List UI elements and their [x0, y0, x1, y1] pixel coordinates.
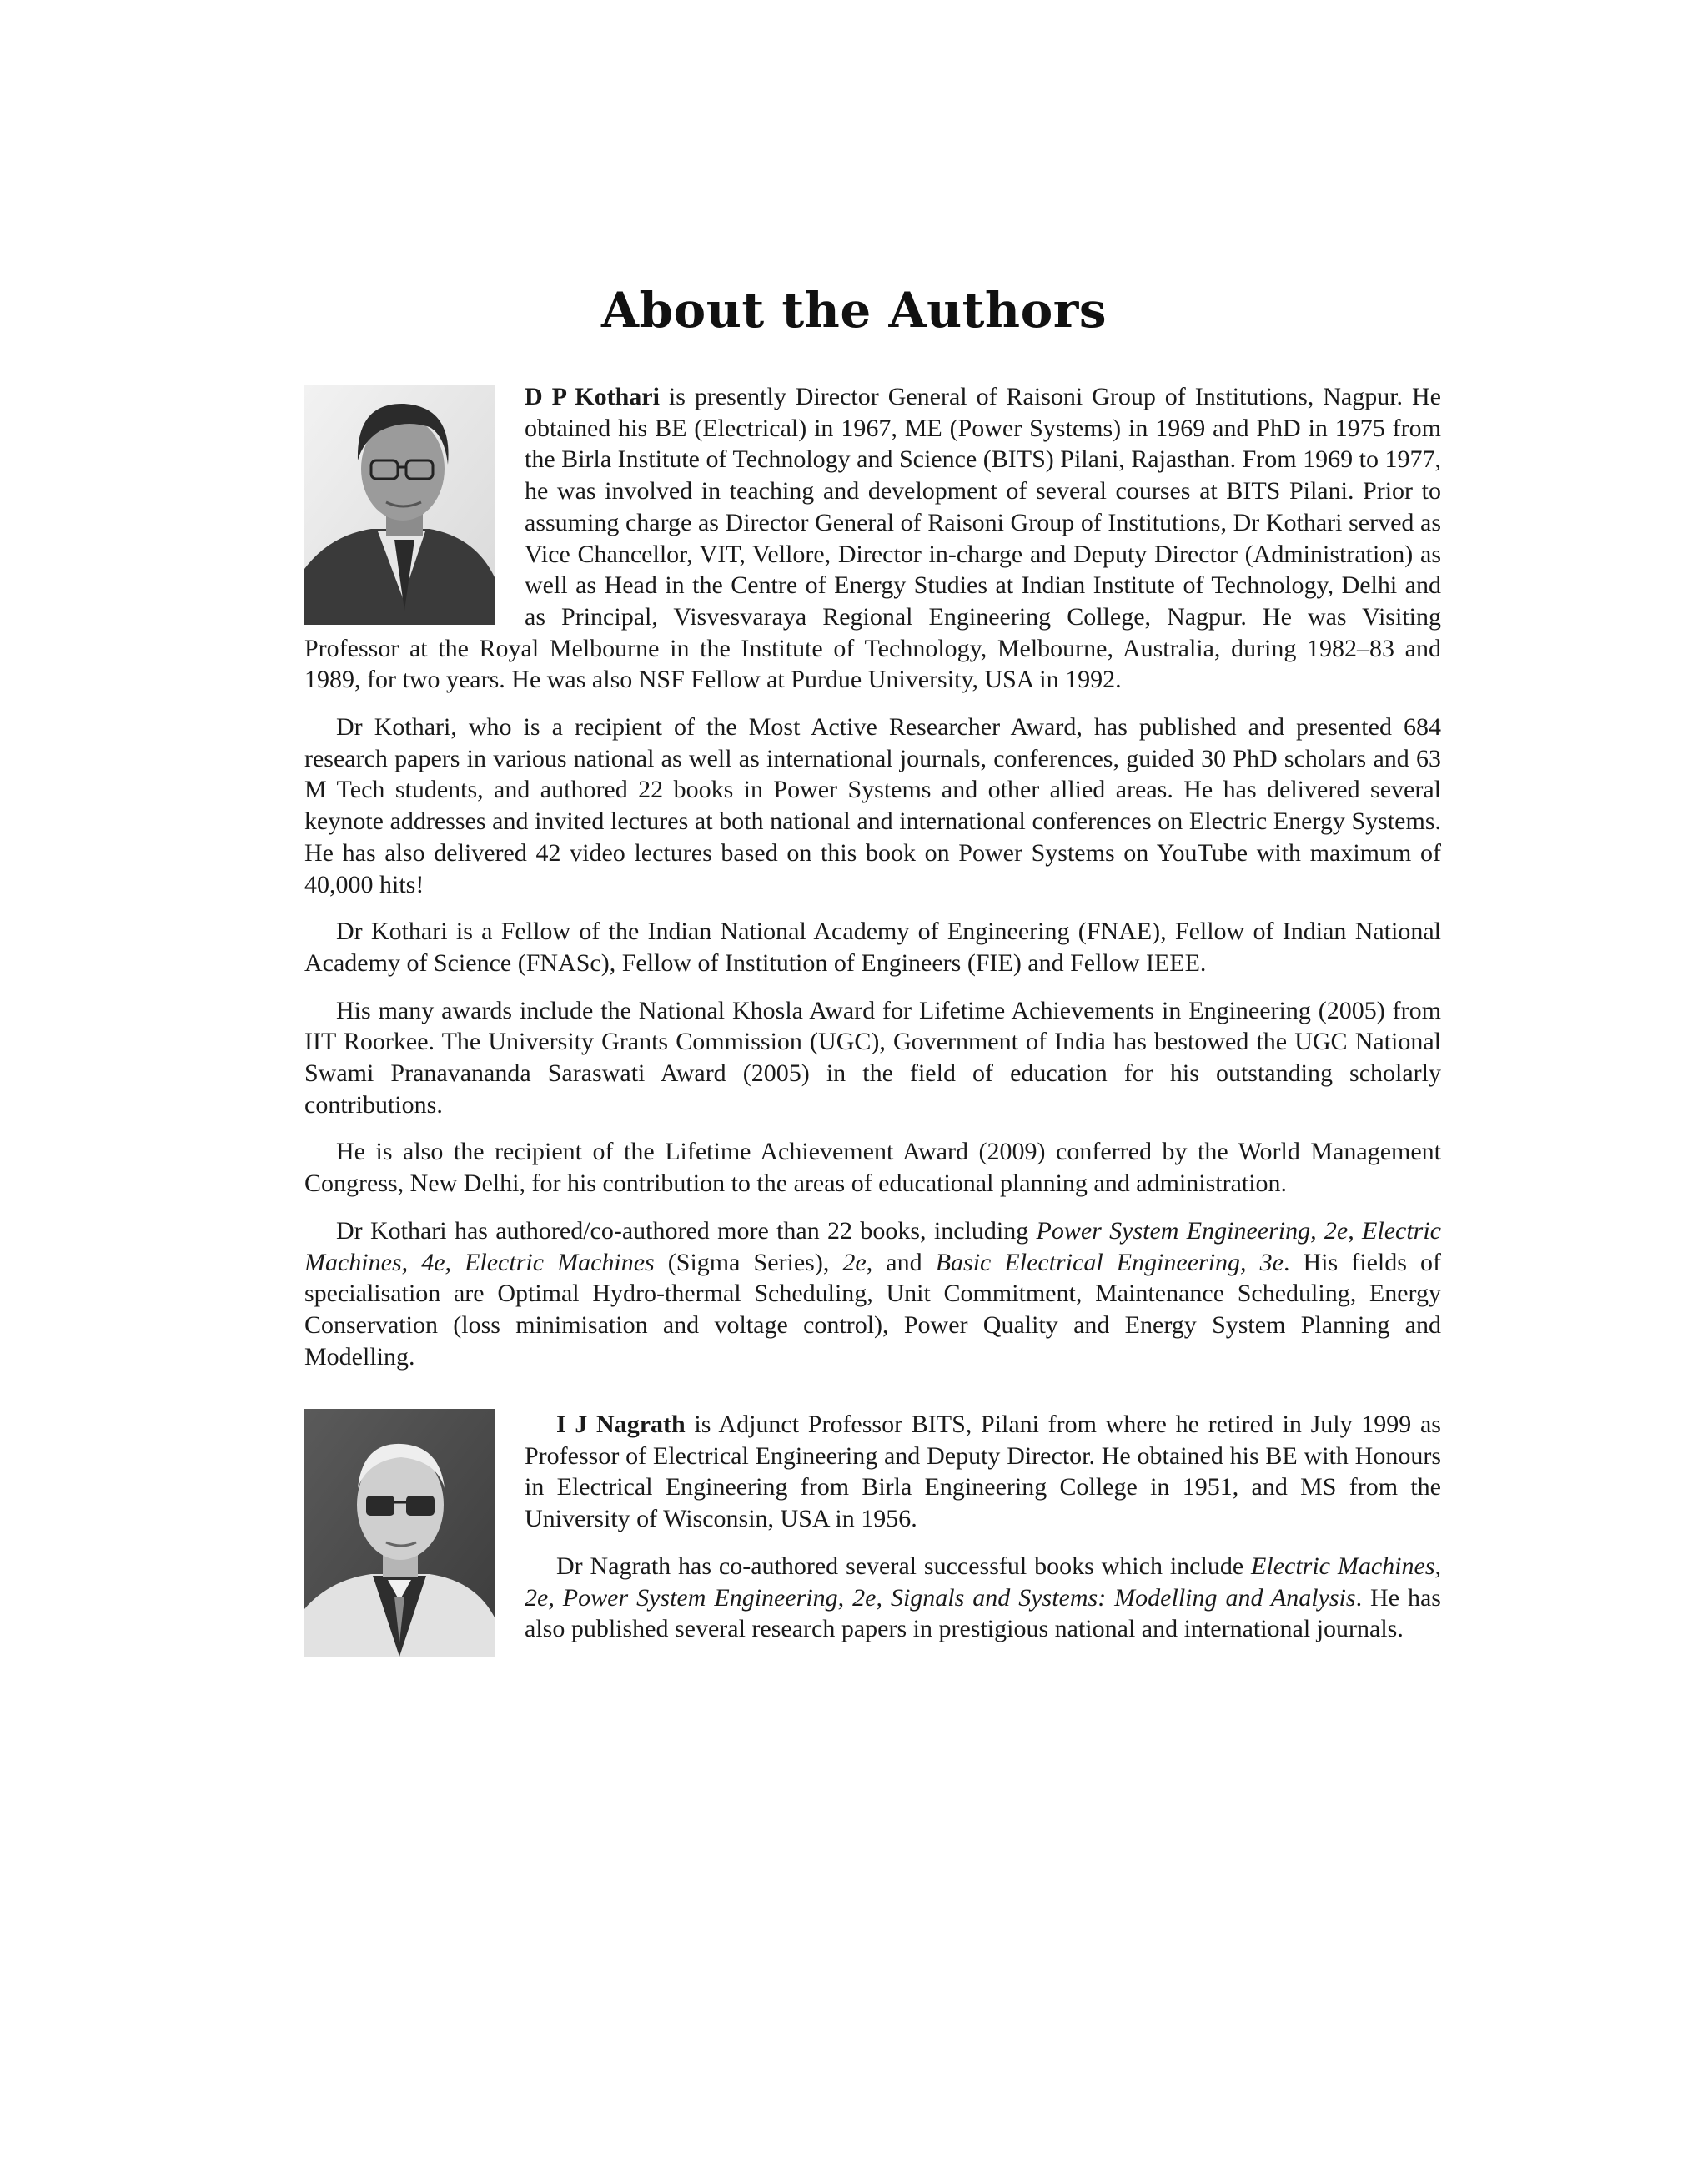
book-title: Basic Electrical Engineering, 3e — [935, 1248, 1284, 1276]
page-title: About the Authors — [601, 282, 1107, 339]
bio-paragraph: is presently Director General of Raisoni Group of Institutions, Nagpur. He obtained his BE (Electrical) in 1967, ME (Power Systems) in 1969 and PhD in 1975 from the Birla Institute of Technology and Science (BITS) Pilani, Rajasthan. From 1969 to 1977, he was involved in teaching and development of several courses at BITS Pilani. Prior to assuming charge as Director General of Raisoni Group of Institutions, Dr Kothari served as Vice Chancellor, VIT, Vellore, Director in-charge and Deputy Director (Administration) as well as Head in the Centre of Energy Studies at Indian Institute of Technology, Delhi and as Principal, Visvesvaraya Regional Engineering College, Nagpur. He was Visiting Professor at the Royal Melbourne in the Institute of Technology, Melbourne, Australia, during 1982–83 and 1989, for two years. He was also NSF Fellow at Purdue University, USA in 1992. — [304, 383, 1441, 694]
author-bio-nagrath — [304, 1409, 1441, 1663]
author-portrait-icon — [304, 385, 495, 625]
text-run: (Sigma Series), — [654, 1248, 843, 1276]
text-run: is Adjunct Professor BITS, Pilani from where he retired in July 1999 as Professor of Electrical Engineering and Deputy Director. He obtained his BE with Honours in Electrical Engineering from Birla Engineering College in 1951, and MS from the University of Wisconsin, USA in 1956. — [525, 1411, 1441, 1533]
author-photo-nagrath — [304, 1409, 495, 1657]
bio-paragraph: He is also the recipient of the Lifetime Achievement Award (2009) conferred by the World Management Congress, New Delhi, for his contribution to the areas of educational planning and administration. — [304, 1138, 1441, 1198]
author-name: D P Kothari — [525, 383, 660, 410]
author-bio-kothari — [304, 381, 1441, 1388]
author-photo-kothari — [304, 385, 495, 625]
bio-paragraph: His many awards include the National Khosla Award for Lifetime Achievements in Engineering (2005) from IIT Roorkee. The University Grants Commission (UGC), Government of India has bestowed the UGC National Swami Pranavananda Saraswati Award (2005) in the field of education for his outstanding scholarly contributions. — [304, 996, 1441, 1119]
bio-paragraph: Dr Kothari is a Fellow of the Indian National Academy of Engineering (FNAE), Fellow of Indian National Academy of Science (FNASc), Fellow of Institution of Engineers (FIE) and Fellow IEEE. — [304, 918, 1441, 977]
text-run: . He has also published several research papers in prestigious national and international journals. — [525, 1583, 1441, 1643]
text-run: Dr Nagrath has co-authored several successful books which include — [556, 1552, 1252, 1580]
bio-paragraph — [304, 1215, 1441, 1373]
book-title: 2e — [842, 1248, 867, 1276]
author-name: I J Nagrath — [556, 1411, 686, 1438]
bio-paragraph: Dr Kothari, who is a recipient of the Most Active Researcher Award, has published and presented 684 research papers in various national as well as international journals, conferences, guided 30 PhD scholars and 63 M Tech students, and authored 22 books in Power Systems and other allied areas. He has delivered several keynote addresses and invited lectures at both national and international conferences on Electric Energy Systems. He has also delivered 42 video lectures based on this book on Power Systems on YouTube with maximum of 40,000 hits! — [304, 713, 1441, 898]
book-title: Power System Engineering, 2e, Electric Machines, 4e, Electric Machines — [304, 1216, 1441, 1276]
text-run: . His fields of specialisation are Optimal Hydro-thermal Scheduling, Unit Commitment, Maintenance Scheduling, Energy Conservation (loss minimisation and voltage control), Power Quality and Energy System Planning and Modelling. — [304, 1248, 1441, 1371]
author-portrait-icon — [304, 1409, 495, 1657]
book-title: Electric Machines, 2e, Power System Engineering, 2e, Signals and Systems: Modelling and Analysis — [525, 1552, 1441, 1612]
text-run: , and — [866, 1248, 936, 1276]
text-run: Dr Kothari has authored/co-authored more than 22 books, including — [336, 1216, 1037, 1245]
